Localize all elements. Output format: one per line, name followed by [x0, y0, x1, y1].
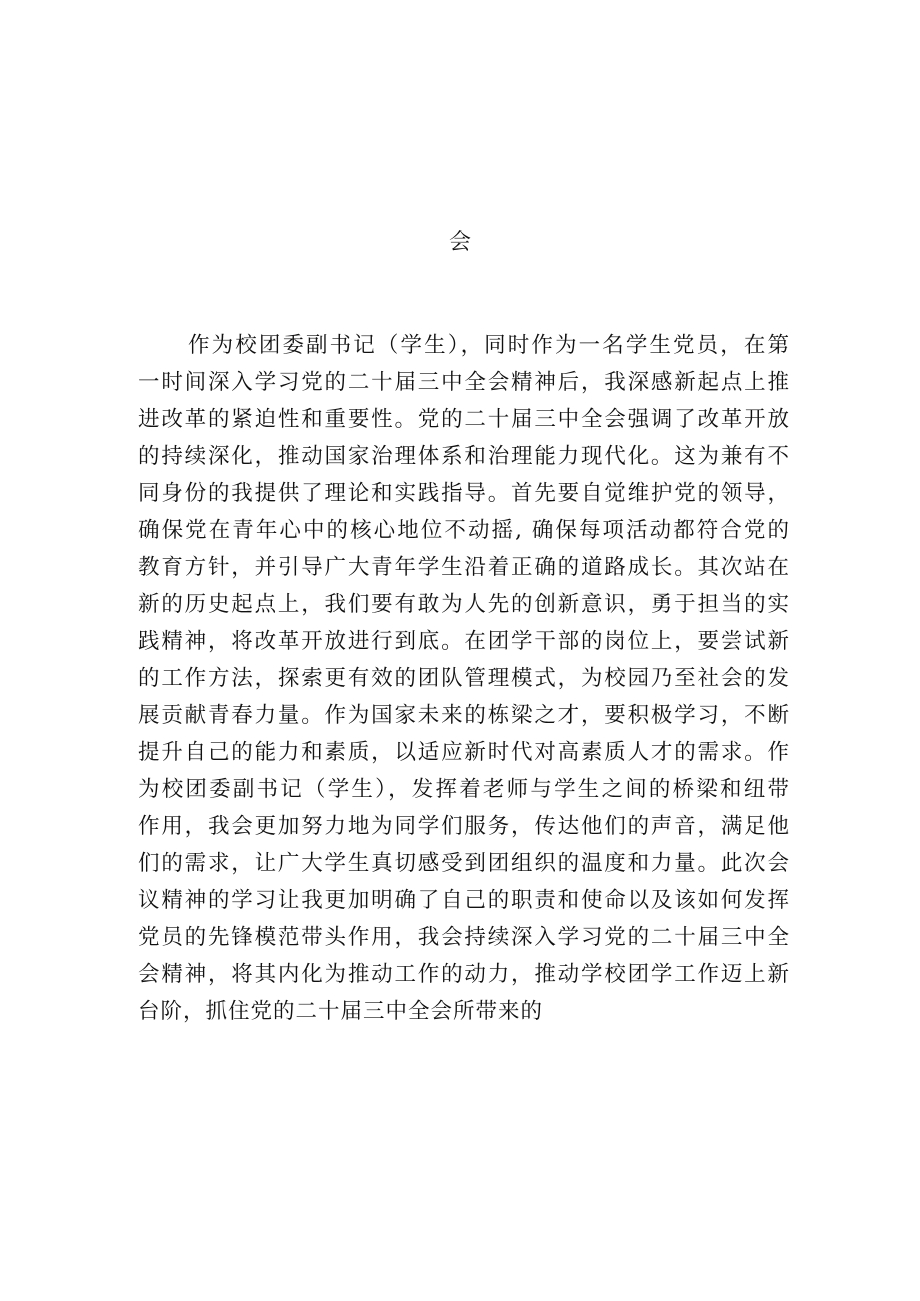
document-body	[138, 327, 790, 1030]
body-line: 的工作方法，探索更有效的团队管理模式，为校园乃至社会的发	[138, 666, 790, 691]
body-line: 新的历史起点上，我们要有敢为人先的创新意识，勇于担当的实	[138, 592, 790, 617]
body-line: 会精神，将其内化为推动工作的动力，推动学校团学工作迈上新	[138, 962, 790, 987]
body-line: 提升自己的能力和素质，以适应新时代对高素质人才的需求。作	[138, 740, 790, 765]
body-line: 确保党在青年心中的核心地位不动摇, 确保每项活动都符合党的	[138, 518, 790, 543]
body-line: 作为校团委副书记（学生），同时作为一名学生党员，在第	[188, 333, 790, 358]
body-line: 同身份的我提供了理论和实践指导。首先要自觉维护党的领导，	[138, 481, 790, 506]
document-title: 会	[448, 230, 471, 255]
body-line: 作用，我会更加努力地为同学们服务，传达他们的声音，满足他	[138, 814, 790, 839]
body-line: 议精神的学习让我更加明确了自己的职责和使命以及该如何发挥	[138, 888, 790, 913]
body-line: 台阶，抓住党的二十届三中全会所带来的	[138, 999, 544, 1024]
body-line: 教育方针，并引导广大青年学生沿着正确的道路成长。其次站在	[138, 555, 790, 580]
body-line: 的持续深化，推动国家治理体系和治理能力现代化。这为兼有不	[138, 444, 790, 469]
body-line: 进改革的紧迫性和重要性。党的二十届三中全会强调了改革开放	[138, 407, 790, 432]
body-line: 为校团委副书记（学生），发挥着老师与学生之间的桥梁和纽带	[138, 777, 790, 802]
body-line: 展贡献青春力量。作为国家未来的栋梁之才，要积极学习，不断	[138, 703, 790, 728]
body-line: 党员的先锋模范带头作用，我会持续深入学习党的二十届三中全	[138, 925, 790, 950]
body-line: 们的需求，让广大学生真切感受到团组织的温度和力量。此次会	[138, 851, 790, 876]
body-line: 践精神，将改革开放进行到底。在团学干部的岗位上，要尝试新	[138, 629, 790, 654]
body-line: 一时间深入学习党的二十届三中全会精神后，我深感新起点上推	[138, 370, 790, 395]
